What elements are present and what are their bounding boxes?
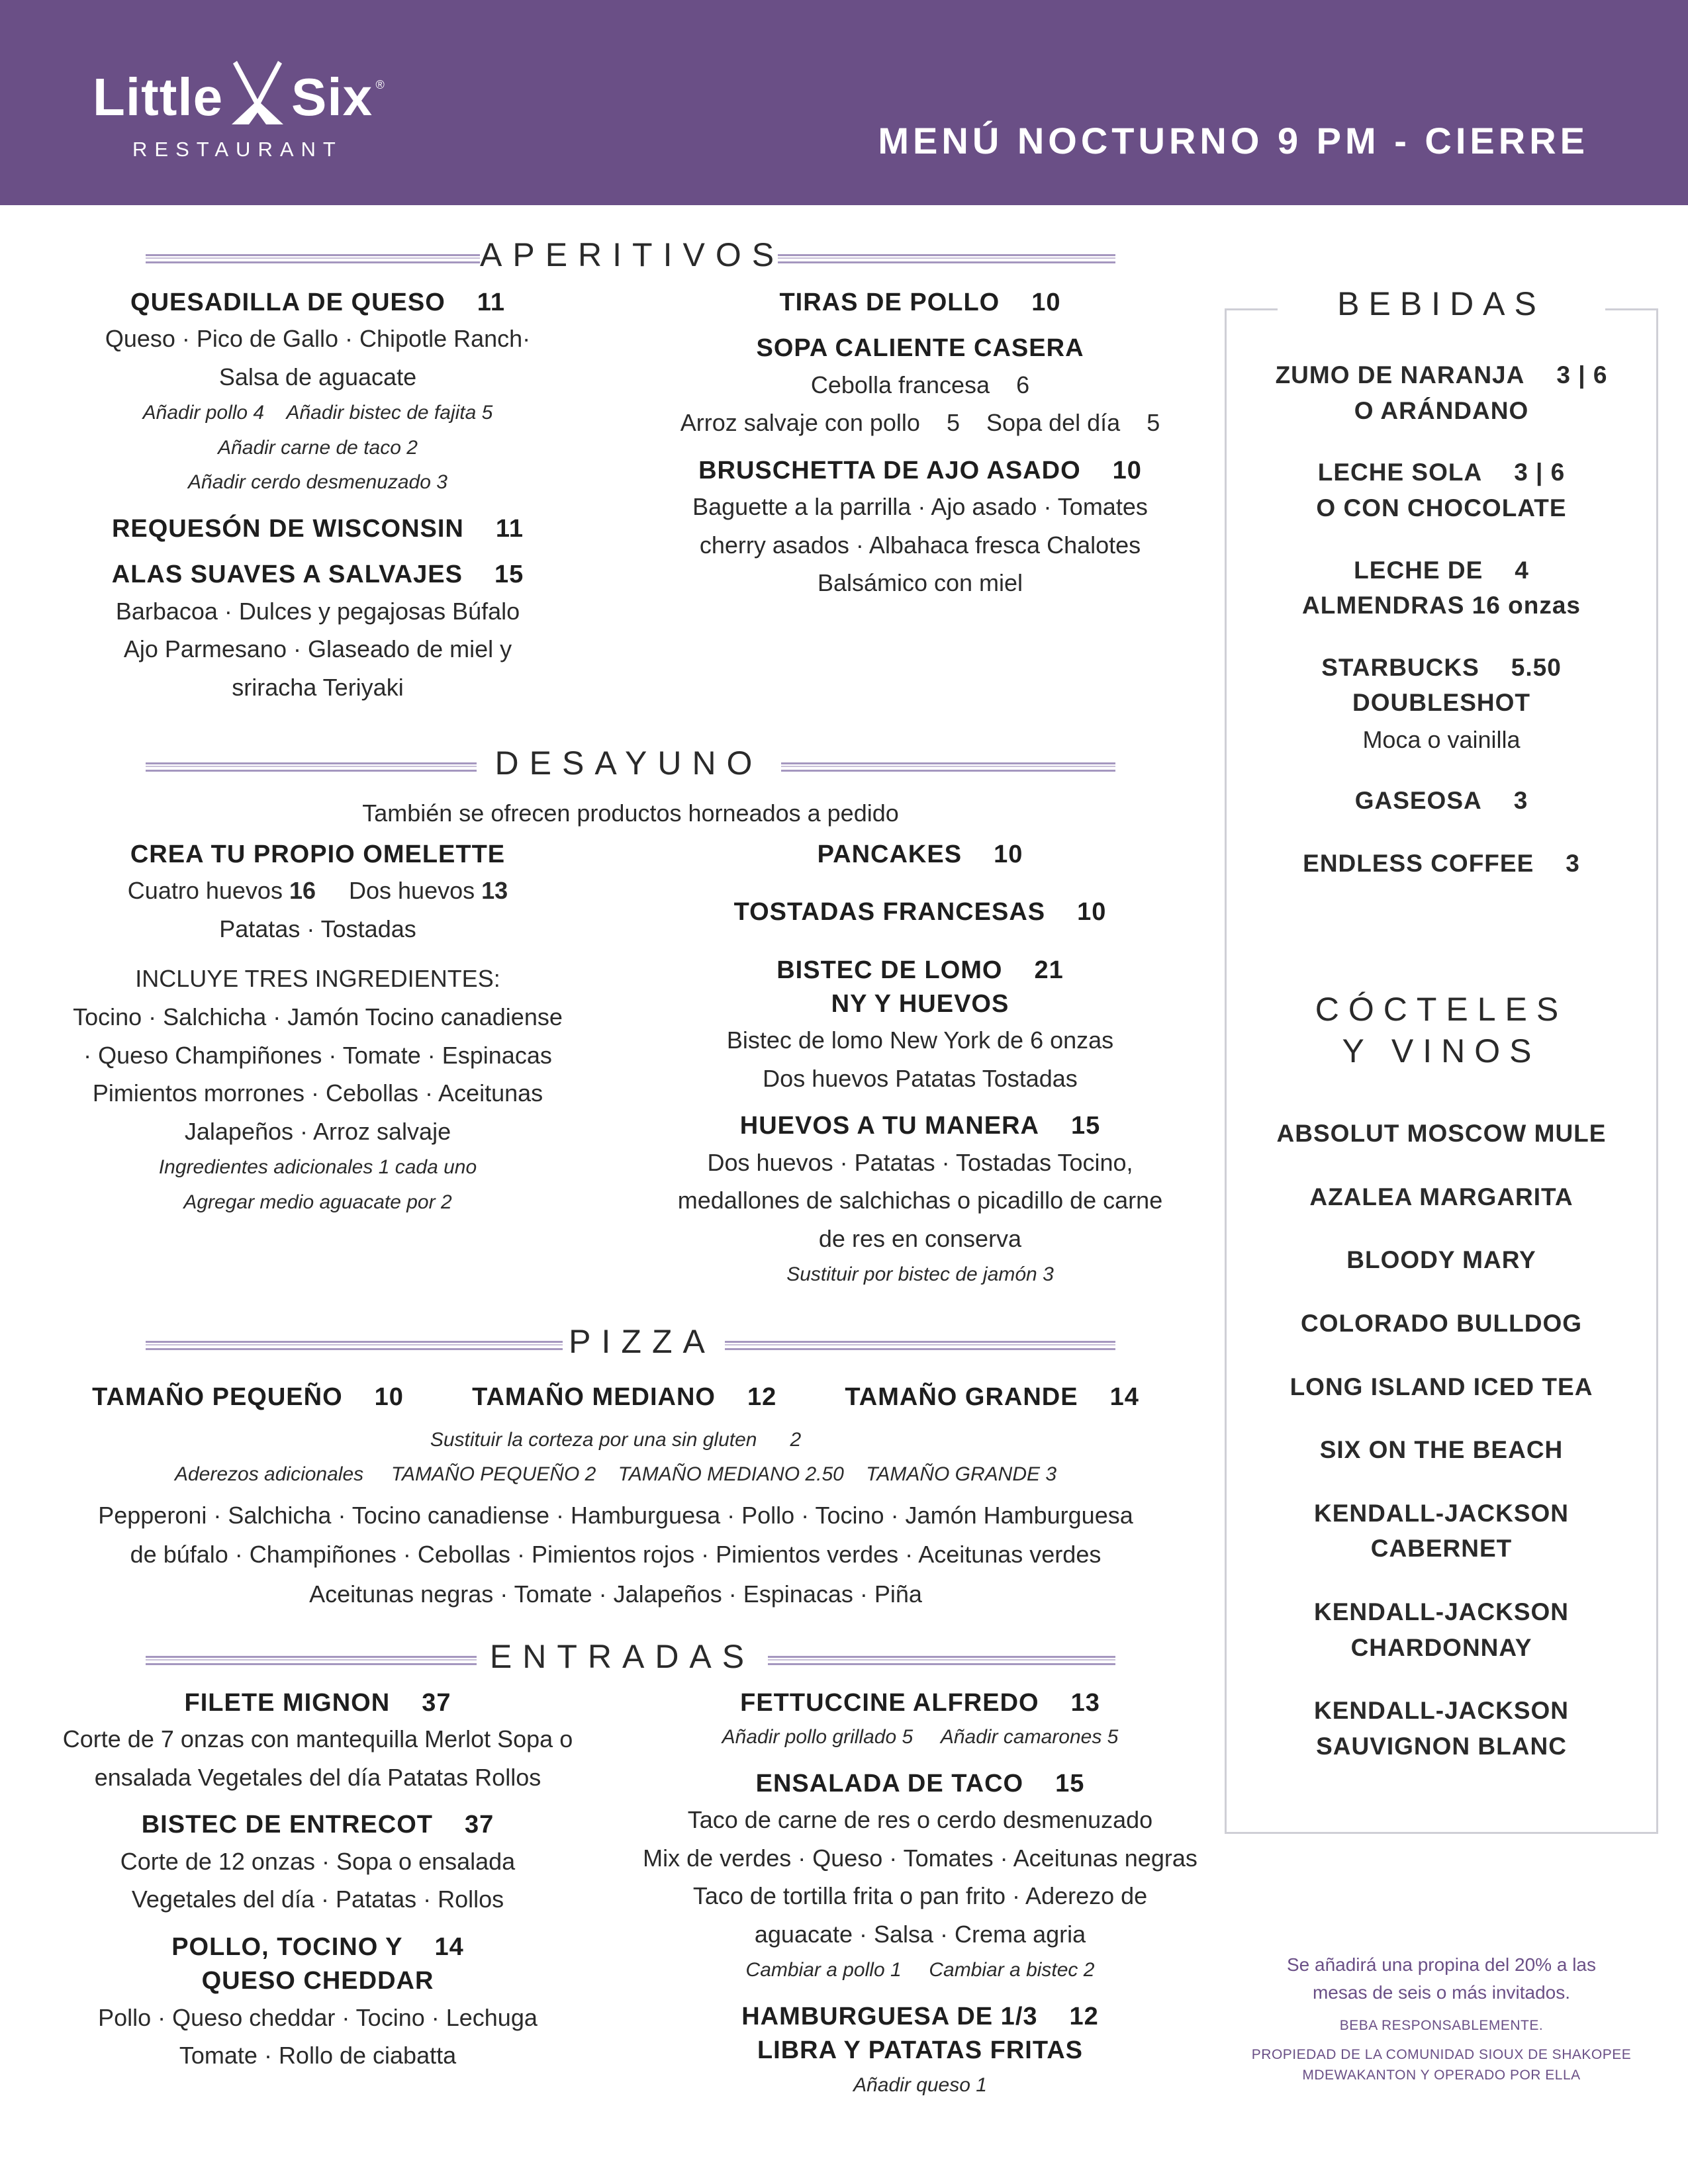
drink-item: STARBUCKS 5.50 DOUBLESHOT xyxy=(1321,653,1562,717)
menu-item-desc: Arroz salvaje con pollo 5 Sopa del día 5 xyxy=(680,409,1160,437)
menu-item-desc: Taco de tortilla frita o pan frito · Aderezo de xyxy=(692,1882,1148,1910)
pizza-size-small: TAMAÑO PEQUEÑO xyxy=(92,1383,343,1411)
menu-item-desc: de res en conserva xyxy=(818,1224,1022,1252)
section-rule xyxy=(146,762,477,772)
drink-item: LECHE SOLA 3 | 6 O CON CHOCOLATE xyxy=(1316,459,1567,522)
menu-item-desc: Barbacoa · Dulces y pegajosas Búfalo xyxy=(115,597,520,625)
desayuno-left-column xyxy=(46,838,589,1220)
menu-item-name: CREA TU PROPIO OMELETTE xyxy=(130,841,506,868)
ownership-notice: PROPIEDAD DE LA COMUNIDAD SIOUX DE SHAKOPEE xyxy=(1251,2047,1632,2063)
menu-item-name: BRUSCHETTA DE AJO ASADO 10 xyxy=(698,456,1142,484)
menu-title: MENÚ NOCTURNO 9 PM - CIERRE xyxy=(878,120,1589,161)
menu-item-note: Agregar medio aguacate por 2 xyxy=(183,1191,452,1213)
menu-item-desc: medallones de salchichas o picadillo de carne xyxy=(677,1187,1163,1214)
drink-item: GASEOSA 3 xyxy=(1354,786,1528,814)
trademark-mark: ® xyxy=(375,78,385,91)
drinks-list xyxy=(1225,357,1658,882)
section-rule xyxy=(146,1341,563,1350)
menu-item-name: SOPA CALIENTE CASERA xyxy=(756,334,1084,363)
menu-item-name: HAMBURGUESA DE 1/3 12 xyxy=(741,2002,1099,2030)
pizza-size-medium: TAMAÑO MEDIANO xyxy=(472,1383,716,1411)
aperitivos-right-column xyxy=(635,286,1205,602)
teepee-icon xyxy=(230,61,285,124)
logo-word-six: Six xyxy=(291,68,373,126)
tip-notice: Se añadirá una propina del 20% a las xyxy=(1286,1954,1596,1975)
desayuno-right-column xyxy=(635,838,1205,1293)
menu-item-name: PANCAKES 10 xyxy=(817,841,1023,868)
menu-item-desc: Dos huevos Patatas Tostadas xyxy=(763,1064,1078,1092)
cocktail-item: AZALEA MARGARITA xyxy=(1309,1183,1573,1210)
ownership-notice: MDEWAKANTON Y OPERADO POR ELLA xyxy=(1302,2067,1581,2083)
entradas-right-column xyxy=(635,1686,1205,2103)
logo-subtitle: RESTAURANT xyxy=(132,138,343,161)
menu-item-desc: Salsa de aguacate xyxy=(218,363,417,390)
section-subtitle: También se ofrecen productos horneados a pedido xyxy=(362,799,899,827)
menu-item-desc: Taco de carne de res o cerdo desmenuzado xyxy=(687,1806,1153,1834)
pizza-toppings: Pepperoni · Salchicha · Tocino canadiense · Hamburguesa · Pollo · Tocino · Jamón Hamburguesa de búfalo · Champiñones · Cebollas · Pimientos rojos · Pimientos verdes · Aceitunas verdes Aceitunas negras · Tomate · Jalapeños · Espinacas · Piña xyxy=(98,1502,1133,1608)
cocktail-item: KENDALL-JACKSON SAUVIGNON BLANC xyxy=(1314,1697,1569,1760)
menu-item-note: Añadir carne de taco 2 xyxy=(218,436,418,459)
menu-item-name: FILETE MIGNON 37 xyxy=(184,1689,451,1717)
drink-item: LECHE DE 4 ALMENDRAS 16 onzas xyxy=(1302,556,1581,619)
responsible-notice: BEBA RESPONSABLEMENTE. xyxy=(1339,2018,1544,2033)
menu-item-desc: INCLUYE TRES INGREDIENTES: xyxy=(135,965,500,993)
menu-item-name: TIRAS DE POLLO 10 xyxy=(779,289,1061,316)
menu-item-desc: Vegetales del día · Patatas · Rollos xyxy=(131,1886,504,1913)
menu-item-desc: aguacate · Salsa · Crema agria xyxy=(754,1920,1086,1948)
menu-item-desc: Patatas · Tostadas xyxy=(219,915,416,942)
menu-item-options: Cuatro huevos 16 Dos huevos 13 xyxy=(127,877,508,905)
menu-item-name: NY Y HUEVOS xyxy=(831,989,1009,1018)
menu-item-name: ENSALADA DE TACO 15 xyxy=(755,1769,1085,1797)
gluten-note: Sustituir la corteza por una sin gluten 2 xyxy=(430,1429,802,1451)
tip-notice: mesas de seis o más invitados. xyxy=(1312,1982,1571,2003)
menu-item-note: Añadir pollo grillado 5 Añadir camarones 5 xyxy=(722,1726,1119,1749)
menu-item-desc: Pollo · Queso cheddar · Tocino · Lechuga xyxy=(98,2003,538,2031)
pizza-size-large: TAMAÑO GRANDE xyxy=(845,1383,1078,1411)
menu-item-desc: Pimientos morrones · Cebollas · Aceitunas xyxy=(92,1079,543,1107)
menu-item-note: Ingredientes adicionales 1 cada uno xyxy=(158,1156,477,1179)
menu-item-note: Añadir queso 1 xyxy=(853,2073,987,2096)
menu-item-desc: Balsámico con miel xyxy=(817,569,1023,597)
cocktail-item: KENDALL-JACKSON CHARDONNAY xyxy=(1314,1598,1569,1661)
menu-item-note: Cambiar a pollo 1 Cambiar a bistec 2 xyxy=(745,1959,1095,1981)
menu-item-note: Sustituir por bistec de jamón 3 xyxy=(786,1263,1054,1286)
menu-item-name: QUESADILLA DE QUESO 11 xyxy=(130,289,505,316)
menu-item-desc: Tomate · Rollo de ciabatta xyxy=(179,2042,457,2070)
cocktail-item: BLOODY MARY xyxy=(1346,1246,1536,1274)
section-title-entradas: ENTRADAS xyxy=(489,1638,755,1675)
menu-item-name: TOSTADAS FRANCESAS 10 xyxy=(733,898,1107,927)
menu-item-desc: Cebolla francesa 6 xyxy=(810,371,1030,398)
menu-item-desc: Tocino · Salchicha · Jamón Tocino canadiense xyxy=(73,1003,563,1031)
drink-item: ZUMO DE NARANJA 3 | 6 O ARÁNDANO xyxy=(1275,361,1608,424)
menu-item-desc: Baguette a la parrilla · Ajo asado · Tomates xyxy=(692,493,1148,521)
menu-item-note: Añadir pollo 4 Añadir bistec de fajita 5 xyxy=(142,402,493,424)
logo-word-little: Little xyxy=(93,68,224,126)
menu-item-desc: Ajo Parmesano · Glaseado de miel y xyxy=(123,635,512,663)
section-title-pizza: PIZZA xyxy=(569,1323,716,1360)
entradas-left-column xyxy=(26,1686,609,2075)
section-rule xyxy=(778,254,1115,263)
menu-item-desc: Jalapeños · Arroz salvaje xyxy=(184,1117,451,1145)
menu-item-name: FETTUCCINE ALFREDO 13 xyxy=(740,1689,1100,1717)
menu-item-name: BISTEC DE ENTRECOT 37 xyxy=(141,1811,494,1839)
section-title-cocteles: CÓCTELES Y VINOS xyxy=(1315,991,1568,1069)
cocktails-list xyxy=(1225,1116,1658,1764)
menu-item-note: Añadir cerdo desmenuzado 3 xyxy=(188,471,447,494)
menu-item-name: BISTEC DE LOMO 21 xyxy=(776,956,1064,984)
section-rule xyxy=(146,1656,477,1665)
section-title-bebidas: BEBIDAS xyxy=(1278,285,1605,323)
menu-item-name: POLLO, TOCINO Y 14 xyxy=(171,1933,464,1961)
drink-desc: Moca o vainilla xyxy=(1362,726,1521,754)
cocktail-item: ABSOLUT MOSCOW MULE xyxy=(1276,1120,1607,1147)
menu-item-desc: ensalada Vegetales del día Patatas Rollos xyxy=(94,1763,541,1791)
section-title-desayuno: DESAYUNO xyxy=(494,745,763,782)
drink-item: ENDLESS COFFEE 3 xyxy=(1303,850,1580,878)
cocktail-item: KENDALL-JACKSON CABERNET xyxy=(1314,1499,1569,1563)
menu-item-desc: cherry asados · Albahaca fresca Chalotes xyxy=(699,531,1141,559)
menu-item-desc: Corte de 7 onzas con mantequilla Merlot Sopa o xyxy=(62,1725,573,1753)
menu-item-desc: Mix de verdes · Queso · Tomates · Aceitunas negras xyxy=(643,1844,1197,1872)
menu-item-name: REQUESÓN DE WISCONSIN 11 xyxy=(111,514,524,543)
section-rule xyxy=(146,254,480,263)
section-rule xyxy=(725,1341,1115,1350)
cocktail-item: SIX ON THE BEACH xyxy=(1319,1436,1564,1464)
menu-item-name: HUEVOS A TU MANERA 15 xyxy=(739,1112,1101,1140)
menu-item-name: LIBRA Y PATATAS FRITAS xyxy=(757,2036,1084,2065)
section-title-aperitivos: APERITIVOS xyxy=(480,236,785,273)
menu-item-name: QUESO CHEDDAR xyxy=(201,1967,434,1995)
cocktail-item: LONG ISLAND ICED TEA xyxy=(1289,1373,1593,1400)
logo xyxy=(93,61,385,128)
aperitivos-left-column xyxy=(26,286,609,706)
footer-notes xyxy=(1225,1951,1658,2085)
section-rule xyxy=(768,1656,1115,1665)
menu-item-desc: Queso · Pico de Gallo · Chipotle Ranch· xyxy=(105,325,531,353)
cocktail-item: COLORADO BULLDOG xyxy=(1300,1309,1583,1337)
menu-item-desc: sriracha Teriyaki xyxy=(232,673,404,701)
menu-item-desc: · Queso Champiñones · Tomate · Espinacas xyxy=(83,1041,552,1069)
pizza-sizes: TAMAÑO PEQUEÑO 10 TAMAÑO MEDIANO 12 TAMAÑO GRANDE 14 xyxy=(92,1383,1139,1411)
menu-item-desc: Bistec de lomo New York de 6 onzas xyxy=(726,1026,1114,1054)
toppings-note: Aderezos adicionales TAMAÑO PEQUEÑO 2 TAMAÑO MEDIANO 2.50 TAMAÑO GRANDE 3 xyxy=(174,1463,1057,1485)
menu-item-name: ALAS SUAVES A SALVAJES 15 xyxy=(111,561,524,589)
section-rule xyxy=(781,762,1115,772)
menu-item-desc: Dos huevos · Patatas · Tostadas Tocino, xyxy=(707,1148,1133,1176)
menu-item-desc: Corte de 12 onzas · Sopa o ensalada xyxy=(120,1847,516,1875)
